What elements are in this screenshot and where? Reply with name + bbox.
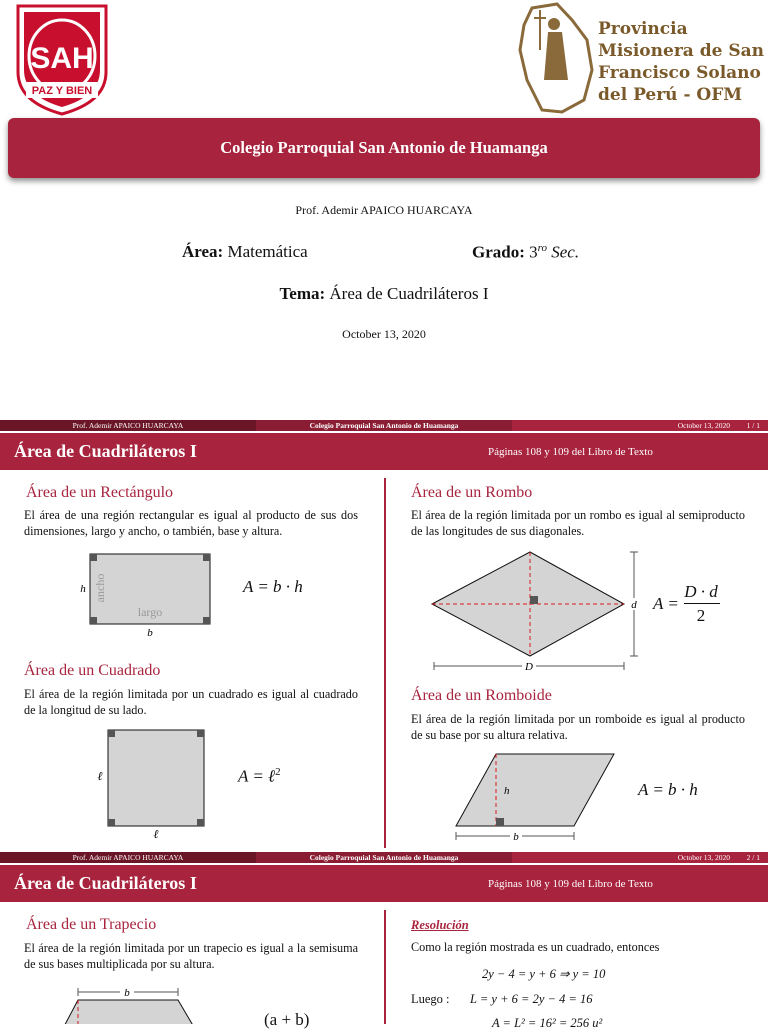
rect-largo-label: largo xyxy=(137,605,163,619)
square-formula xyxy=(238,766,281,787)
rhomboid-b-label: b xyxy=(513,831,519,843)
tema-line xyxy=(0,284,768,304)
headline-date: October 13, 2020 xyxy=(677,421,730,430)
column-divider-2 xyxy=(384,910,386,1024)
headline-bar-2 xyxy=(0,852,768,863)
headline-school-2: Colegio Parroquial San Antonio de Huamanga xyxy=(256,852,512,863)
author: Prof. Ademir APAICO HUARCAYA xyxy=(295,203,473,217)
trap-text: El área de la región limitada por un trapecio es igual a la semisuma de sus bases multiplicada por su altura. xyxy=(24,941,358,971)
rect-heading: Área de un Rectángulo xyxy=(26,484,174,501)
grado-label: Grado: xyxy=(472,242,525,262)
resolution-eq3: A = L² = 16² = 256 u² xyxy=(492,1016,603,1030)
tema-value: Área de Cuadriláteros I xyxy=(329,284,489,303)
rect-text: El área de una región rectangular es igual al producto de sus dos dimensiones, largo y ancho, o también, base y altura. xyxy=(24,508,358,538)
logo-motto: PAZ Y BIEN xyxy=(31,85,93,97)
rhombus-formula-lhs: A = xyxy=(653,594,679,613)
headline-page: 1 / 1 xyxy=(746,421,760,430)
rhomboid-heading: Área de un Romboide xyxy=(411,687,552,704)
frame-title-2: Área de Cuadriláteros I xyxy=(14,873,197,893)
rhomboid-text: El área de la región limitada por un romboide es igual al producto de su base por su altura relativa. xyxy=(411,712,745,742)
tema-label: Tema: xyxy=(279,284,326,303)
frame-subtitle: Páginas 108 y 109 del Libro de Texto xyxy=(488,446,653,458)
rhombus-text: El área de la región limitada por un rombo es igual al semiproducto de las longitudes de sus diagonales. xyxy=(411,508,745,538)
school-logo xyxy=(14,2,110,116)
rect-h-label: h xyxy=(80,583,86,595)
column-divider xyxy=(384,478,386,848)
grado-sup: ro xyxy=(537,242,548,254)
school-banner: Colegio Parroquial San Antonio de Huamanga xyxy=(8,118,760,178)
trap-heading: Área de un Trapecio xyxy=(26,916,157,933)
grado-line xyxy=(472,242,579,263)
logo-letters: SAH xyxy=(30,42,94,75)
fraction-bar xyxy=(684,603,720,604)
trap-b-label: b xyxy=(124,987,130,999)
frame-title-bar xyxy=(0,433,768,470)
rhombus-figure xyxy=(428,548,648,674)
trap-formula: (a + b) xyxy=(264,1010,310,1029)
headline-school: Colegio Parroquial San Antonio de Huamanga xyxy=(256,420,512,431)
headline-page-2: 2 / 1 xyxy=(746,853,760,862)
province-logo xyxy=(512,0,768,116)
org-line-4: del Perú - OFM xyxy=(598,85,743,105)
square-formula-lhs: A = ℓ xyxy=(238,766,276,786)
org-line-2: Misionera de San xyxy=(598,41,764,61)
resolution-heading: Resolución xyxy=(411,918,469,932)
rhombus-formula-den: 2 xyxy=(696,606,706,625)
rect-formula: A = b · h xyxy=(243,577,303,596)
headline-right-2 xyxy=(512,852,768,863)
resolution-line1: Como la región mostrada es un cuadrado, entonces xyxy=(411,940,660,954)
trapezoid-figure xyxy=(60,984,200,1024)
headline-author: Prof. Ademir APAICO HUARCAYA xyxy=(0,420,256,431)
square-heading: Área de un Cuadrado xyxy=(24,662,161,679)
square-formula-exp: 2 xyxy=(275,766,281,778)
rect-b-label: b xyxy=(147,627,153,639)
frame-subtitle-2: Páginas 108 y 109 del Libro de Texto xyxy=(488,878,653,890)
frame-title-bar-2 xyxy=(0,865,768,902)
headline-right xyxy=(512,420,768,431)
rect-ancho-label: ancho xyxy=(93,573,107,603)
square-side-label: ℓ xyxy=(97,769,103,783)
resolution-eq1: 2y − 4 = y + 6 ⇒ y = 10 xyxy=(482,967,606,981)
rhombus-d-label: d xyxy=(631,599,637,611)
headline-author-2: Prof. Ademir APAICO HUARCAYA xyxy=(0,852,256,863)
area-line xyxy=(182,242,308,262)
frame-title: Área de Cuadriláteros I xyxy=(14,441,197,461)
org-line-1: Provincia xyxy=(598,19,688,39)
resolution-luego: Luego : xyxy=(411,992,450,1006)
rectangle-figure xyxy=(70,548,230,642)
rhombus-heading: Área de un Rombo xyxy=(411,484,533,501)
org-line-3: Francisco Solano xyxy=(598,63,761,83)
date: October 13, 2020 xyxy=(342,327,426,341)
rhombus-formula-num: D · d xyxy=(684,582,718,601)
square-base-label: ℓ xyxy=(153,827,159,841)
headline-bar xyxy=(0,420,768,431)
resolution-eq2: L = y + 6 = 2y − 4 = 16 xyxy=(470,992,593,1006)
rhomboid-h-label: h xyxy=(504,785,510,797)
square-figure xyxy=(90,726,220,842)
rhomboid-figure xyxy=(452,750,620,846)
grado-value: 3 xyxy=(529,242,538,262)
square-text: El área de la región limitada por un cuadrado es igual al cuadrado de la longitud de su lado. xyxy=(24,687,358,717)
rhomboid-formula: A = b · h xyxy=(638,780,698,799)
area-label: Área: xyxy=(182,242,224,261)
rhombus-D-label: D xyxy=(525,661,533,673)
headline-date-2: October 13, 2020 xyxy=(677,853,730,862)
area-value: Matemática xyxy=(227,242,308,261)
grado-suffix: Sec. xyxy=(551,242,580,262)
